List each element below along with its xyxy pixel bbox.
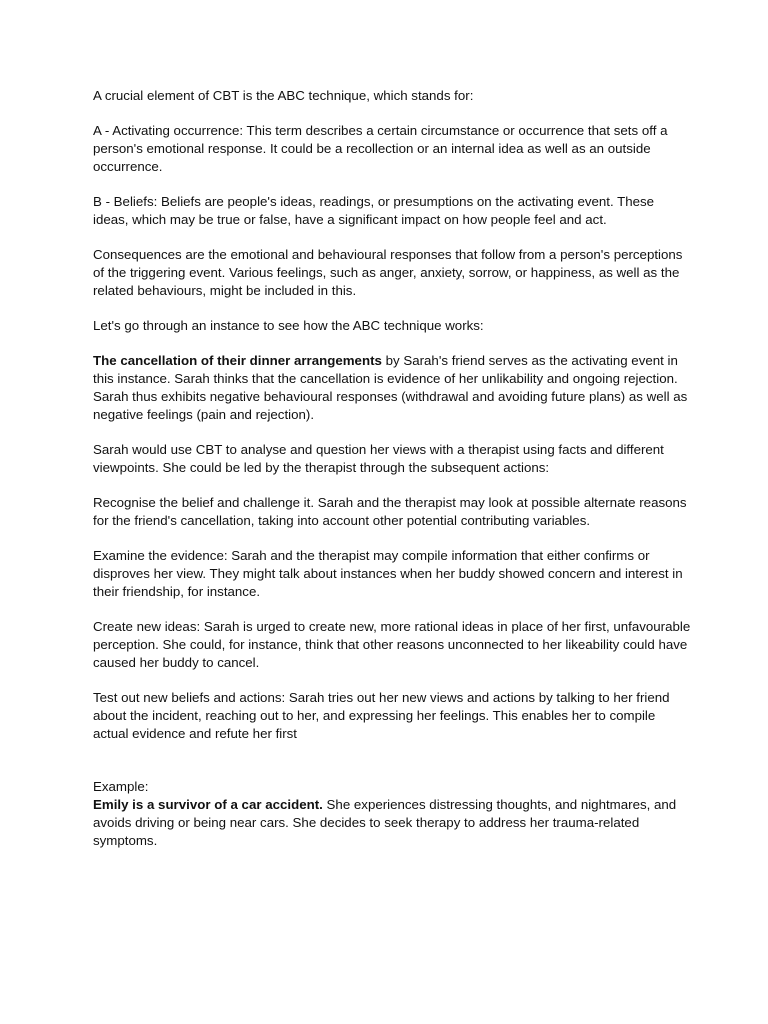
intro-paragraph: A crucial element of CBT is the ABC technique, which stands for: [93, 88, 474, 103]
sarah-example-paragraph [93, 352, 693, 424]
document-page [93, 87, 693, 867]
example-label: Example: [93, 779, 149, 794]
create-step-paragraph: Create new ideas: Sarah is urged to create new, more rational ideas in place of her first, unfavourable perception. She could, for instance, think that other reasons unconnected to her likeability could have caused her buddy to cancel. [93, 619, 691, 670]
sarah-example-bold-text: The cancellation of their dinner arrangements [93, 353, 382, 368]
emily-example-text: She experiences distressing thoughts, and nightmares, and avoids driving or being near cars. She decides to seek therapy to address her trauma-related symptoms. [93, 797, 677, 848]
emily-example-paragraph [93, 796, 693, 850]
instance-intro-paragraph: Let's go through an instance to see how the ABC technique works: [93, 318, 484, 333]
beliefs-paragraph: B - Beliefs: Beliefs are people's ideas, readings, or presumptions on the activating event. These ideas, which may be true or false, have a significant impact on how people feel and act. [93, 194, 655, 227]
emily-example-bold-text: Emily is a survivor of a car accident. [93, 797, 323, 812]
activating-occurrence-paragraph: A - Activating occurrence: This term describes a certain circumstance or occurrence that sets off a person's emotional response. It could be a recollection or an internal idea as well as an outside occurrence. [93, 123, 668, 174]
recognise-step-paragraph: Recognise the belief and challenge it. Sarah and the therapist may look at possible alternate reasons for the friend's cancellation, taking into account other potential contributing variables. [93, 495, 687, 528]
test-step-paragraph: Test out new beliefs and actions: Sarah tries out her new views and actions by talking to her friend about the incident, reaching out to her, and expressing her feelings. This enables her to compile actual evidence and refute her first [93, 690, 670, 741]
sarah-cbt-paragraph: Sarah would use CBT to analyse and question her views with a therapist using facts and different viewpoints. She could be led by the therapist through the subsequent actions: [93, 442, 664, 475]
sarah-example-text: by Sarah's friend serves as the activating event in this instance. Sarah thinks that the cancellation is evidence of her unlikability and ongoing rejection. Sarah thus exhibits negative behavioural responses (withdrawal and avoiding future plans) as well as negative feelings (pain and rejection). [93, 353, 688, 422]
examine-step-paragraph: Examine the evidence: Sarah and the therapist may compile information that either confirms or disproves her view. They might talk about instances when her buddy showed concern and interest in their friendship, for instance. [93, 548, 683, 599]
consequences-paragraph: Consequences are the emotional and behavioural responses that follow from a person's perceptions of the triggering event. Various feelings, such as anger, anxiety, sorrow, or happiness, as well as the related behaviours, might be included in this. [93, 247, 683, 298]
